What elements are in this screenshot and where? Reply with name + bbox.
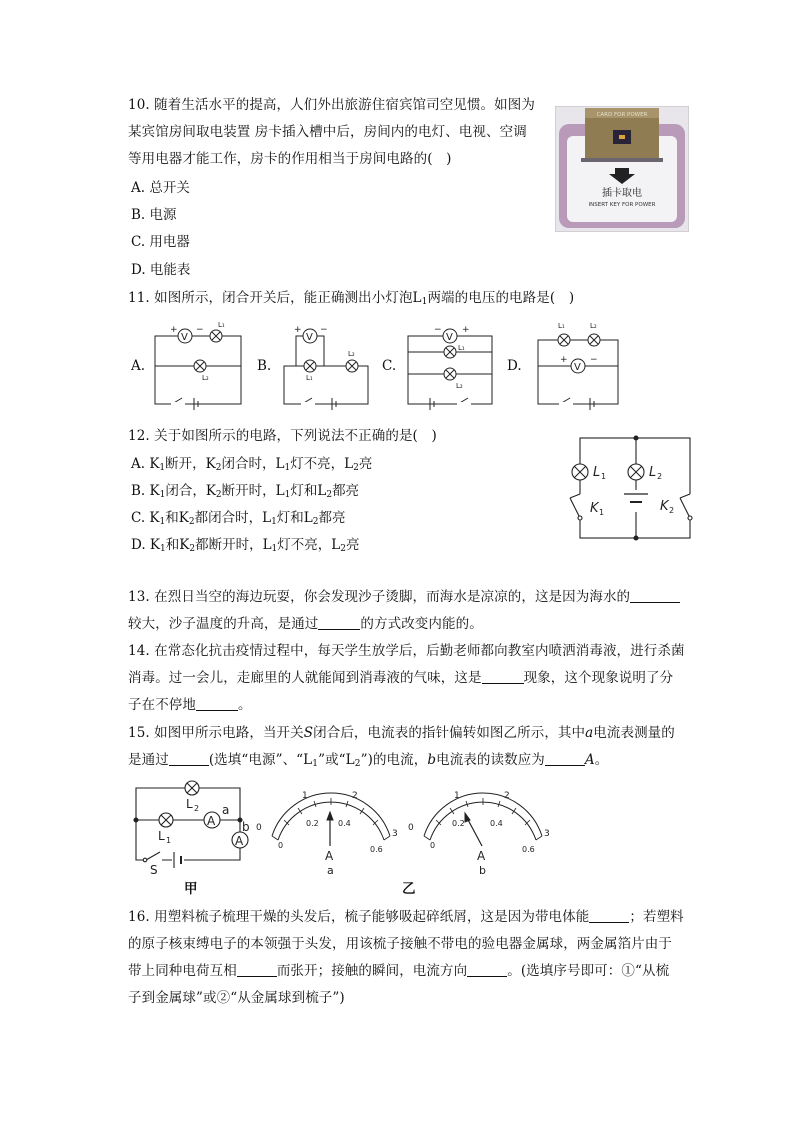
svg-text:0: 0 <box>430 841 436 850</box>
svg-text:−: − <box>434 325 442 335</box>
q14-blank-1[interactable] <box>482 669 524 684</box>
q12-option-a: A. $K_1$断开，$K_2$闭合时，$L_1$灯不亮，$L_2$亮 <box>131 456 373 473</box>
svg-text:2: 2 <box>669 506 675 515</box>
q10-option-d: D. 电能表 <box>131 262 191 278</box>
q13-blank-2[interactable] <box>318 615 360 630</box>
q16-line3: 带上同种电荷互相 而张开；接触的瞬间，电流方向 。(选填序号即可：①“从梳 <box>128 963 670 979</box>
svg-text:L₂: L₂ <box>590 322 597 330</box>
q10-option-c: C. 用电器 <box>131 234 190 250</box>
q16-blank-2[interactable] <box>237 962 277 977</box>
q13-line2: 较大，沙子温度的升高，是通过 的方式改变内能的。 <box>128 616 483 632</box>
q10-photo-text-cn: 插卡取电 <box>602 188 642 199</box>
q12-stem: 12. 关于如图所示的电路，下列说法不正确的是( ) <box>128 428 437 444</box>
q12-circuit <box>560 432 696 544</box>
svg-text:0: 0 <box>408 823 414 833</box>
q11-stem: 11. 如图所示，闭合开关后，能正确测出小灯泡$L_1$两端的电压的电路是( ) <box>128 290 575 307</box>
svg-text:L₂: L₂ <box>202 374 209 382</box>
svg-text:L: L <box>186 797 193 811</box>
svg-text:3: 3 <box>392 829 398 839</box>
q15-blank-2[interactable] <box>545 751 585 766</box>
q12-option-c: C. $K_1$和$K_2$都闭合时，$L_1$灯和$L_2$都亮 <box>131 510 346 527</box>
svg-text:2: 2 <box>352 791 358 801</box>
svg-text:−: − <box>320 325 328 335</box>
svg-text:V: V <box>446 332 453 343</box>
q15-ammeter-b <box>408 786 558 878</box>
q15-line1: 15. 如图甲所示电路，当开关S闭合后，电流表的指针偏转如图乙所示，其中a电流表测量的 <box>128 725 675 741</box>
svg-text:2: 2 <box>194 804 200 813</box>
q16-blank-3[interactable] <box>467 962 507 977</box>
svg-text:0: 0 <box>278 841 284 850</box>
svg-text:L: L <box>158 829 165 843</box>
svg-text:A: A <box>235 834 244 848</box>
q15-circuit-jia <box>128 778 254 876</box>
svg-text:L₁: L₁ <box>558 322 565 330</box>
q10-line1: 10. 随着生活水平的提高，人们外出旅游住宿宾馆司空见惯。如图为 <box>128 97 535 113</box>
svg-text:0: 0 <box>256 823 262 833</box>
svg-text:L: L <box>649 465 657 480</box>
q11-circuit-a <box>150 318 250 410</box>
svg-text:0.6: 0.6 <box>522 845 535 854</box>
q10-option-a: A. 总开关 <box>131 180 190 196</box>
q15-jia-label-a: a <box>222 803 230 817</box>
q15-line2: 是通过 (选填“电源”、“$L_1$”或“$L_2$”)的电流，b电流表的读数应为 A。 <box>128 752 609 769</box>
q16-line4: 子到金属球”或②“从金属球到梳子”) <box>128 990 345 1006</box>
q10-line3: 等用电器才能工作，房卡的作用相当于房间电路的( ) <box>128 151 452 167</box>
q16-line1: 16. 用塑料梳子梳理干燥的头发后，梳子能够吸起碎纸屑，这是因为带电体能 ；若塑料 <box>128 909 684 925</box>
q12-option-d: D. $K_1$和$K_2$都断开时，$L_1$灯不亮，$L_2$亮 <box>131 537 360 554</box>
q11-circuit-b <box>276 318 376 410</box>
q10-card-slot-photo <box>555 106 689 232</box>
q14-line1: 14. 在常态化抗击疫情过程中，每天学生放学后，后勤老师都向教室内喷洒消毒液，进行杀菌 <box>128 643 685 659</box>
svg-text:−: − <box>196 325 204 335</box>
svg-text:1: 1 <box>454 791 460 801</box>
svg-text:V: V <box>574 362 581 373</box>
svg-text:V: V <box>306 332 313 343</box>
svg-text:0.4: 0.4 <box>338 819 351 828</box>
svg-text:3: 3 <box>544 829 550 839</box>
svg-text:2: 2 <box>657 472 663 481</box>
svg-text:2: 2 <box>504 791 510 801</box>
q10-option-b: B. 电源 <box>131 207 177 223</box>
q16-line2: 的原子核束缚电子的本领强于头发，用该梳子接触不带电的验电器金属球，两金属箔片由于 <box>128 936 672 952</box>
svg-text:0.2: 0.2 <box>306 819 319 828</box>
svg-text:A: A <box>207 814 216 828</box>
q10-photo-text-en: INSERT KEY FOR POWER <box>588 202 656 208</box>
svg-text:1: 1 <box>302 791 308 801</box>
svg-text:K: K <box>660 499 669 514</box>
svg-text:+: + <box>462 325 470 335</box>
q14-blank-2[interactable] <box>196 696 238 711</box>
q13-blank-1[interactable] <box>630 588 680 603</box>
svg-text:+: + <box>294 325 302 335</box>
q15-dial-label-a: a <box>327 864 334 877</box>
svg-text:0.2: 0.2 <box>452 819 465 828</box>
svg-text:L₁: L₁ <box>458 344 465 352</box>
q13-line1: 13. 在烈日当空的海边玩耍，你会发现沙子烫脚，而海水是凉凉的，这是因为海水的 <box>128 588 680 606</box>
svg-text:V: V <box>181 332 188 343</box>
q11-label-d: D. <box>507 358 522 374</box>
svg-text:L: L <box>593 465 601 480</box>
q15-jia-label-b: b <box>242 820 250 834</box>
q15-dial-label-b: b <box>479 864 486 877</box>
q14-line2: 消毒。过一会儿，走廊里的人就能闻到消毒液的气味，这是 现象，这个现象说明了分 <box>128 670 674 686</box>
q15-ammeter-a <box>256 786 406 878</box>
svg-text:0.4: 0.4 <box>490 819 503 828</box>
svg-text:L₂: L₂ <box>456 382 463 390</box>
svg-text:1: 1 <box>599 508 605 517</box>
svg-text:0.6: 0.6 <box>370 845 383 854</box>
q12-option-b: B. $K_1$闭合，$K_2$断开时，$L_1$灯和$L_2$都亮 <box>131 483 360 500</box>
svg-text:+: + <box>170 325 178 335</box>
svg-text:K: K <box>590 501 599 516</box>
q10-card-text: CARD FOR POWER <box>596 112 648 118</box>
svg-text:L₁: L₁ <box>218 321 225 329</box>
svg-text:S: S <box>150 863 158 876</box>
svg-text:+: + <box>560 355 568 365</box>
q11-label-b: B. <box>257 358 272 374</box>
q15-fig-label-yi: 乙 <box>402 881 416 897</box>
svg-text:1: 1 <box>601 472 607 481</box>
svg-text:A: A <box>477 849 486 863</box>
svg-text:A: A <box>325 849 334 863</box>
q15-blank-1[interactable] <box>169 751 209 766</box>
svg-text:L₂: L₂ <box>348 350 355 358</box>
svg-text:1: 1 <box>166 836 172 845</box>
q11-circuit-d <box>524 318 624 410</box>
q11-circuit-c <box>400 318 500 410</box>
q14-line3: 子在不停地 。 <box>128 697 252 713</box>
svg-text:−: − <box>590 355 598 365</box>
q15-fig-label-jia: 甲 <box>184 881 198 897</box>
q11-label-c: C. <box>382 358 397 374</box>
q16-blank-1[interactable] <box>589 908 629 923</box>
svg-text:L₁: L₁ <box>306 374 313 382</box>
q11-label-a: A. <box>131 358 146 374</box>
q10-line2: 某宾馆房间取电装置 房卡插入槽中后，房间内的电灯、电视、空调 <box>128 124 527 140</box>
